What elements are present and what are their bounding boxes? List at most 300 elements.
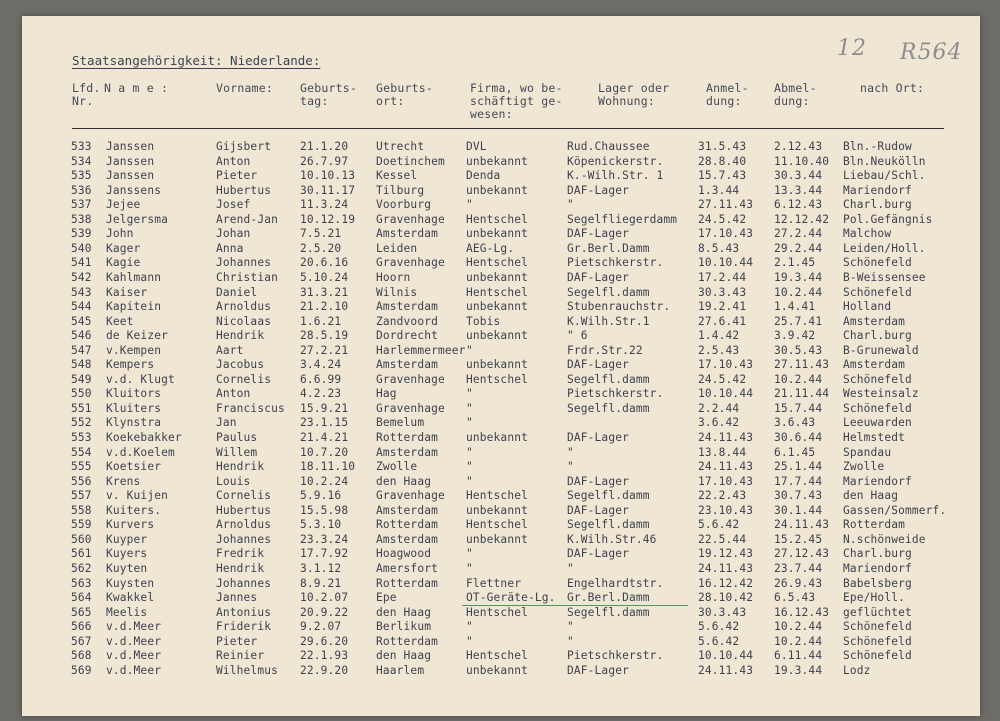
cell-vorname: Arnoldus — [216, 300, 272, 314]
cell-abmeldung: 27.11.43 — [774, 358, 830, 372]
cell-firma: " — [466, 416, 473, 430]
cell-anmeldung: 16.12.42 — [698, 576, 754, 590]
cell-vorname: Jacobus — [216, 358, 265, 372]
cell-name: Kurvers — [106, 518, 155, 532]
cell-lager: " — [567, 198, 574, 212]
cell-geburtstag: 27.2.21 — [300, 343, 349, 357]
cell-anmeldung: 13.8.44 — [698, 445, 747, 459]
cell-lager: DAF-Lager — [567, 183, 629, 197]
cell-abmeldung: 30.6.44 — [774, 431, 823, 444]
cell-name: v.d.Meer — [106, 663, 162, 677]
cell-name: Kuyper — [106, 532, 148, 546]
cell-geburtstag: 30.11.17 — [300, 183, 356, 197]
cell-geburtstag: 8.9.21 — [300, 576, 342, 590]
cell-vorname: Josef — [216, 198, 251, 212]
cell-abmeldung: 24.11.43 — [774, 518, 830, 532]
cell-vorname: Hendrik — [216, 561, 265, 575]
cell-name: Kager — [106, 241, 141, 255]
cell-firma: Hentschel — [466, 285, 528, 299]
cell-nr: 558 — [71, 503, 92, 517]
cell-lager: DAF-Lager — [567, 431, 629, 444]
cell-lager: K.Wilh.Str.1 — [567, 314, 650, 328]
cell-anmeldung: 28.10.42 — [698, 591, 754, 605]
header-nr: Lfd. Nr. — [72, 81, 101, 108]
cell-nr: 562 — [71, 561, 92, 575]
cell-nach-ort: B-Grunewald — [843, 343, 919, 357]
cell-geburtstag: 3.4.24 — [300, 358, 342, 372]
cell-geburtsort: Gravenhage — [376, 372, 445, 386]
cell-firma: AEG-Lg. — [466, 241, 515, 255]
cell-firma: Hentschel — [466, 605, 528, 619]
cell-lager: DAF-Lager — [567, 503, 629, 517]
document-page — [22, 16, 980, 716]
cell-firma: " — [466, 387, 473, 401]
cell-nach-ort: Bln.-Rudow — [843, 140, 912, 153]
cell-vorname: Arend-Jan — [216, 212, 278, 226]
cell-nach-ort: Schönefeld — [843, 256, 912, 270]
cell-name: v.d.Koelem — [106, 445, 175, 459]
cell-firma: Flettner — [466, 576, 522, 590]
cell-nr: 566 — [71, 620, 92, 634]
cell-abmeldung: 15.7.44 — [774, 401, 823, 415]
cell-name: Klynstra — [106, 416, 162, 430]
cell-nr: 550 — [71, 387, 92, 401]
cell-lager: DAF-Lager — [567, 547, 629, 561]
cell-nach-ort: Helmstedt — [843, 431, 905, 444]
cell-lager: DAF-Lager — [567, 270, 629, 284]
cell-abmeldung: 21.11.44 — [774, 387, 830, 401]
cell-lager: Pietschkerstr. — [567, 387, 664, 401]
cell-abmeldung: 30.3.44 — [774, 169, 823, 183]
cell-abmeldung: 13.3.44 — [774, 183, 823, 197]
cell-geburtstag: 5.10.24 — [300, 270, 349, 284]
cell-geburtstag: 2.5.20 — [300, 241, 342, 255]
cell-vorname: Cornelis — [216, 489, 272, 503]
cell-firma: unbekannt — [466, 183, 528, 197]
cell-lager: Segelfl.damm — [567, 372, 650, 386]
cell-vorname: Gijsbert — [216, 140, 272, 153]
cell-name: v.d.Meer — [106, 649, 162, 663]
cell-anmeldung: 24.11.43 — [698, 460, 754, 474]
cell-nach-ort: Leiden/Holl. — [843, 241, 926, 255]
cell-nach-ort: Schönefeld — [843, 285, 912, 299]
cell-abmeldung: 10.2.44 — [774, 634, 823, 648]
cell-name: Jelgersma — [106, 212, 168, 226]
cell-geburtsort: Rotterdam — [376, 634, 438, 648]
cell-nr: 560 — [71, 532, 92, 546]
cell-anmeldung: 22.2.43 — [698, 489, 747, 503]
cell-vorname: Jannes — [216, 591, 258, 605]
cell-nr: 540 — [71, 241, 92, 255]
cell-firma: Denda — [466, 169, 501, 183]
cell-geburtsort: den Haag — [376, 605, 432, 619]
cell-anmeldung: 24.5.42 — [698, 212, 747, 226]
cell-geburtstag: 10.2.24 — [300, 474, 349, 488]
cell-vorname: Reinier — [216, 649, 265, 663]
cell-firma: unbekannt — [466, 154, 528, 168]
cell-name: Keet — [106, 314, 134, 328]
cell-vorname: Wilhelmus — [216, 663, 278, 677]
cell-anmeldung: 1.3.44 — [698, 183, 740, 197]
header-vorname: Vorname: — [216, 81, 273, 95]
cell-nr: 551 — [71, 401, 92, 415]
cell-geburtstag: 5.3.10 — [300, 518, 342, 532]
cell-geburtsort: den Haag — [376, 474, 432, 488]
cell-vorname: Hubertus — [216, 183, 272, 197]
cell-name: Kagie — [106, 256, 141, 270]
cell-firma: Hentschel — [466, 518, 528, 532]
table-row — [22, 663, 980, 679]
cell-lager: K.Wilh.Str.46 — [567, 532, 657, 546]
cell-name: Krens — [106, 474, 141, 488]
cell-geburtsort: Harlemmermeer — [376, 343, 466, 357]
cell-nr: 539 — [71, 227, 92, 241]
cell-vorname: Anton — [216, 154, 251, 168]
cell-anmeldung: 15.7.43 — [698, 169, 747, 183]
cell-nr: 547 — [71, 343, 92, 357]
cell-firma: unbekannt — [466, 300, 528, 314]
cell-geburtstag: 21.1.20 — [300, 140, 349, 153]
cell-anmeldung: 24.5.42 — [698, 372, 747, 386]
cell-geburtstag: 9.2.07 — [300, 620, 342, 634]
cell-anmeldung: 10.10.44 — [698, 649, 754, 663]
cell-name: Kuyten — [106, 561, 148, 575]
cell-name: Jejee — [106, 198, 141, 212]
cell-nr: 552 — [71, 416, 92, 430]
cell-vorname: Antonius — [216, 605, 272, 619]
cell-nach-ort: geflüchtet — [843, 605, 912, 619]
cell-nr: 534 — [71, 154, 92, 168]
cell-nach-ort: Schönefeld — [843, 620, 912, 634]
cell-nr: 567 — [71, 634, 92, 648]
cell-vorname: Arnoldus — [216, 518, 272, 532]
cell-geburtstag: 10.7.20 — [300, 445, 349, 459]
cell-nr: 545 — [71, 314, 92, 328]
cell-abmeldung: 3.6.43 — [774, 416, 816, 430]
cell-name: v. Kuijen — [106, 489, 168, 503]
cell-vorname: Nicolaas — [216, 314, 272, 328]
cell-geburtstag: 7.5.21 — [300, 227, 342, 241]
cell-lager: DAF-Lager — [567, 358, 629, 372]
cell-firma: unbekannt — [466, 358, 528, 372]
cell-abmeldung: 27.12.43 — [774, 547, 830, 561]
cell-geburtsort: Berlikum — [376, 620, 432, 634]
cell-geburtstag: 18.11.10 — [300, 460, 356, 474]
cell-anmeldung: 19.2.41 — [698, 300, 747, 314]
cell-geburtstag: 10.10.13 — [300, 169, 356, 183]
cell-anmeldung: 1.4.42 — [698, 329, 740, 343]
cell-abmeldung: 29.2.44 — [774, 241, 823, 255]
cell-lager: Segelfl.damm — [567, 489, 650, 503]
header-geburtstag: Geburts- tag: — [300, 81, 357, 108]
cell-geburtsort: Hoorn — [376, 270, 411, 284]
cell-firma: " — [466, 474, 473, 488]
cell-geburtsort: Gravenhage — [376, 212, 445, 226]
cell-geburtsort: Hoagwood — [376, 547, 432, 561]
cell-firma: Hentschel — [466, 256, 528, 270]
cell-nr: 535 — [71, 169, 92, 183]
cell-lager: Pietschkerstr. — [567, 649, 664, 663]
cell-geburtsort: Gravenhage — [376, 489, 445, 503]
cell-name: John — [106, 227, 134, 241]
cell-abmeldung: 6.1.45 — [774, 445, 816, 459]
cell-geburtsort: den Haag — [376, 649, 432, 663]
cell-nr: 554 — [71, 445, 92, 459]
cell-lager: " — [567, 445, 574, 459]
cell-geburtstag: 23.3.24 — [300, 532, 349, 546]
cell-anmeldung: 30.3.43 — [698, 285, 747, 299]
header-anmeldung: Anmel- dung: — [706, 81, 749, 108]
cell-geburtsort: Amsterdam — [376, 503, 438, 517]
cell-name: Koekebakker — [106, 431, 182, 444]
cell-vorname: Johan — [216, 227, 251, 241]
cell-lager: Segelfliegerdamm — [567, 212, 678, 226]
cell-name: v.d.Meer — [106, 620, 162, 634]
cell-anmeldung: 24.11.43 — [698, 663, 754, 677]
cell-anmeldung: 23.10.43 — [698, 503, 754, 517]
cell-anmeldung: 17.10.43 — [698, 358, 754, 372]
cell-nach-ort: Malchow — [843, 227, 892, 241]
cell-firma: " — [466, 445, 473, 459]
cell-lager: Segelfl.damm — [567, 285, 650, 299]
cell-anmeldung: 3.6.42 — [698, 416, 740, 430]
cell-abmeldung: 30.1.44 — [774, 503, 823, 517]
pencil-mark-number: 12 — [837, 36, 867, 61]
cell-lager: " — [567, 620, 574, 634]
cell-geburtstag: 21.2.10 — [300, 300, 349, 314]
cell-lager: Köpenickerstr. — [567, 154, 664, 168]
cell-nr: 569 — [71, 663, 92, 677]
cell-geburtsort: Amsterdam — [376, 227, 438, 241]
cell-abmeldung: 6.11.44 — [774, 649, 823, 663]
cell-abmeldung: 6.5.43 — [774, 591, 816, 605]
cell-geburtsort: Zandvoord — [376, 314, 438, 328]
cell-lager: Segelfl.damm — [567, 605, 650, 619]
cell-vorname: Louis — [216, 474, 251, 488]
cell-nr: 563 — [71, 576, 92, 590]
cell-geburtsort: Doetinchem — [376, 154, 445, 168]
cell-anmeldung: 31.5.43 — [698, 140, 747, 153]
cell-name: Janssens — [106, 183, 162, 197]
cell-anmeldung: 8.5.43 — [698, 241, 740, 255]
cell-geburtsort: Zwolle — [376, 460, 418, 474]
cell-firma: " — [466, 460, 473, 474]
cell-nach-ort: N.schönweide — [843, 532, 926, 546]
cell-geburtstag: 4.2.23 — [300, 387, 342, 401]
cell-firma: " — [466, 561, 473, 575]
cell-nach-ort: Zwolle — [843, 460, 885, 474]
cell-lager: Engelhardtstr. — [567, 576, 664, 590]
cell-name: Kaiser — [106, 285, 148, 299]
cell-name: Kuyers — [106, 547, 148, 561]
cell-firma: Hentschel — [466, 489, 528, 503]
cell-abmeldung: 23.7.44 — [774, 561, 823, 575]
cell-nr: 559 — [71, 518, 92, 532]
cell-geburtstag: 11.3.24 — [300, 198, 349, 212]
cell-abmeldung: 10.2.44 — [774, 372, 823, 386]
cell-firma: DVL — [466, 140, 487, 153]
pencil-mark-reference: R564 — [900, 40, 963, 65]
cell-name: Kuiters. — [106, 503, 162, 517]
cell-name: Kluitors — [106, 387, 162, 401]
document-heading: Staatsangehörigkeit: Niederlande: — [72, 53, 321, 68]
cell-firma: Hentschel — [466, 212, 528, 226]
cell-nr: 553 — [71, 431, 92, 444]
cell-firma: unbekannt — [466, 227, 528, 241]
cell-geburtsort: Voorburg — [376, 198, 432, 212]
cell-firma: unbekannt — [466, 503, 528, 517]
cell-lager: " 6 — [567, 329, 588, 343]
cell-vorname: Fredrik — [216, 547, 265, 561]
cell-nach-ort: Mariendorf — [843, 561, 912, 575]
cell-abmeldung: 30.7.43 — [774, 489, 823, 503]
cell-firma: " — [466, 198, 473, 212]
cell-nr: 542 — [71, 270, 92, 284]
cell-nr: 549 — [71, 372, 92, 386]
cell-abmeldung: 2.12.43 — [774, 140, 823, 153]
cell-name: Janssen — [106, 169, 155, 183]
cell-firma: " — [466, 401, 473, 415]
cell-anmeldung: 2.2.44 — [698, 401, 740, 415]
cell-geburtstag: 20.9.22 — [300, 605, 349, 619]
cell-geburtstag: 15.5.98 — [300, 503, 349, 517]
cell-anmeldung: 22.5.44 — [698, 532, 747, 546]
cell-geburtstag: 21.4.21 — [300, 431, 349, 444]
cell-vorname: Franciscus — [216, 401, 285, 415]
cell-nr: 556 — [71, 474, 92, 488]
cell-abmeldung: 1.4.41 — [774, 300, 816, 314]
cell-vorname: Friderik — [216, 620, 272, 634]
cell-geburtsort: Gravenhage — [376, 256, 445, 270]
cell-geburtsort: Haarlem — [376, 663, 425, 677]
cell-firma: Hentschel — [466, 372, 528, 386]
cell-nr: 538 — [71, 212, 92, 226]
cell-anmeldung: 19.12.43 — [698, 547, 754, 561]
cell-abmeldung: 3.9.42 — [774, 329, 816, 343]
cell-abmeldung: 26.9.43 — [774, 576, 823, 590]
cell-vorname: Pieter — [216, 634, 258, 648]
cell-anmeldung: 24.11.43 — [698, 561, 754, 575]
cell-geburtstag: 5.9.16 — [300, 489, 342, 503]
cell-vorname: Daniel — [216, 285, 258, 299]
cell-geburtsort: Leiden — [376, 241, 418, 255]
cell-vorname: Hendrik — [216, 460, 265, 474]
cell-nach-ort: Bln.Neukölln — [843, 154, 926, 168]
cell-anmeldung: 10.10.44 — [698, 256, 754, 270]
cell-abmeldung: 10.2.44 — [774, 285, 823, 299]
cell-nach-ort: Schönefeld — [843, 401, 912, 415]
cell-vorname: Jan — [216, 416, 237, 430]
cell-nr: 533 — [71, 140, 92, 153]
cell-geburtstag: 29.6.20 — [300, 634, 349, 648]
cell-vorname: Pieter — [216, 169, 258, 183]
cell-anmeldung: 24.11.43 — [698, 431, 754, 444]
header-firma: Firma, wo be- schäftigt ge- wesen: — [470, 81, 563, 121]
cell-anmeldung: 28.8.40 — [698, 154, 747, 168]
cell-geburtstag: 23.1.15 — [300, 416, 349, 430]
cell-name: Koetsier — [106, 460, 162, 474]
cell-geburtsort: Epe — [376, 591, 397, 605]
cell-nr: 546 — [71, 329, 92, 343]
cell-anmeldung: 5.6.42 — [698, 518, 740, 532]
cell-geburtsort: Utrecht — [376, 140, 425, 153]
cell-geburtsort: Tilburg — [376, 183, 425, 197]
cell-geburtstag: 10.2.07 — [300, 591, 349, 605]
cell-abmeldung: 15.2.45 — [774, 532, 823, 546]
cell-name: Janssen — [106, 154, 155, 168]
cell-abmeldung: 19.3.44 — [774, 270, 823, 284]
cell-nach-ort: Babelsberg — [843, 576, 912, 590]
cell-nach-ort: Rotterdam — [843, 518, 905, 532]
cell-nach-ort: Schönefeld — [843, 372, 912, 386]
cell-firma: OT-Geräte-Lg. — [466, 591, 556, 605]
header-abmeldung: Abmel- dung: — [774, 81, 817, 108]
cell-nach-ort: Pol.Gefängnis — [843, 212, 933, 226]
cell-nach-ort: Charl.burg — [843, 329, 912, 343]
cell-geburtsort: Bemelum — [376, 416, 425, 430]
cell-nach-ort: Schönefeld — [843, 649, 912, 663]
cell-nach-ort: B-Weissensee — [843, 270, 926, 284]
cell-firma: unbekannt — [466, 431, 528, 444]
header-rule — [72, 128, 944, 129]
cell-abmeldung: 11.10.40 — [774, 154, 830, 168]
cell-name: v.d.Meer — [106, 634, 162, 648]
cell-lager: K.-Wilh.Str. 1 — [567, 169, 664, 183]
cell-anmeldung: 17.10.43 — [698, 474, 754, 488]
cell-geburtsort: Amsterdam — [376, 358, 438, 372]
cell-geburtsort: Wilnis — [376, 285, 418, 299]
cell-anmeldung: 30.3.43 — [698, 605, 747, 619]
cell-geburtstag: 20.6.16 — [300, 256, 349, 270]
cell-nr: 568 — [71, 649, 92, 663]
cell-name: Meelis — [106, 605, 148, 619]
cell-nr: 564 — [71, 591, 92, 605]
cell-anmeldung: 5.6.42 — [698, 620, 740, 634]
cell-anmeldung: 5.6.42 — [698, 634, 740, 648]
cell-name: Kwakkel — [106, 591, 155, 605]
cell-name: Kapitein — [106, 300, 162, 314]
cell-nach-ort: Mariendorf — [843, 183, 912, 197]
cell-vorname: Paulus — [216, 431, 258, 444]
cell-nach-ort: Schönefeld — [843, 634, 912, 648]
cell-geburtstag: 17.7.92 — [300, 547, 349, 561]
cell-vorname: Aart — [216, 343, 244, 357]
cell-geburtsort: Amsterdam — [376, 532, 438, 546]
cell-lager: Segelfl.damm — [567, 518, 650, 532]
cell-firma: unbekannt — [466, 270, 528, 284]
header-lager: Lager oder Wohnung: — [598, 81, 670, 108]
cell-nr: 565 — [71, 605, 92, 619]
cell-nach-ort: Amsterdam — [843, 358, 905, 372]
cell-geburtsort: Hag — [376, 387, 397, 401]
cell-nach-ort: Holland — [843, 300, 892, 314]
cell-name: v.Kempen — [106, 343, 162, 357]
cell-nach-ort: Epe/Holl. — [843, 591, 905, 605]
cell-name: v.d. Klugt — [106, 372, 175, 386]
cell-vorname: Anton — [216, 387, 251, 401]
cell-vorname: Cornelis — [216, 372, 272, 386]
cell-abmeldung: 17.7.44 — [774, 474, 823, 488]
cell-firma: Tobis — [466, 314, 501, 328]
cell-nach-ort: Mariendorf — [843, 474, 912, 488]
cell-abmeldung: 2.1.45 — [774, 256, 816, 270]
cell-anmeldung: 17.10.43 — [698, 227, 754, 241]
cell-geburtsort: Kessel — [376, 169, 418, 183]
cell-anmeldung: 27.11.43 — [698, 198, 754, 212]
cell-lager: " — [567, 561, 574, 575]
cell-lager: Gr.Berl.Damm — [567, 591, 650, 605]
cell-geburtstag: 6.6.99 — [300, 372, 342, 386]
